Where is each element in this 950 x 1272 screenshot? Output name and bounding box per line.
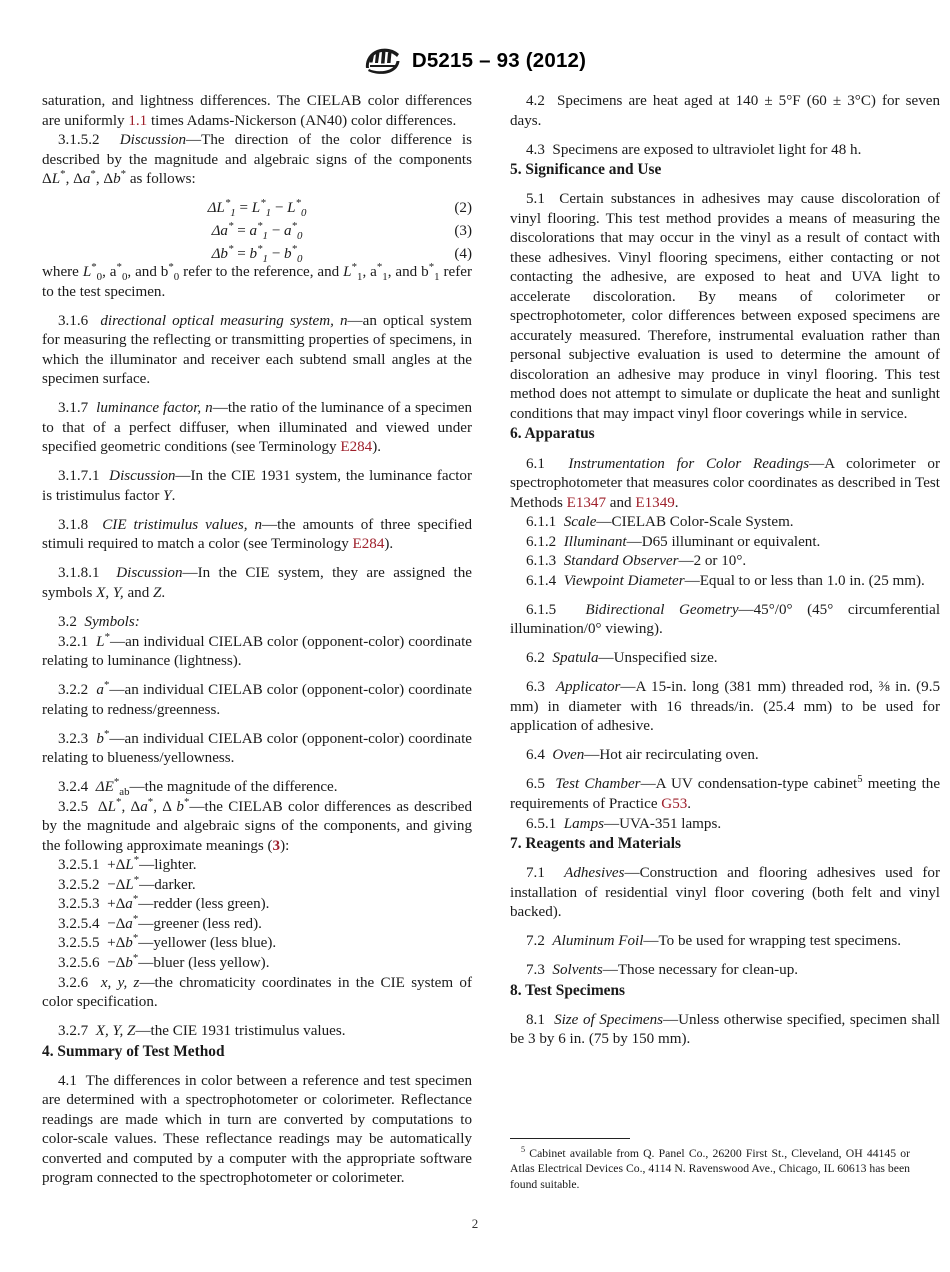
paragraph-3-2-5-5: 3.2.5.5 +Δb*—yellower (less blue).	[58, 932, 277, 952]
equation-number: (2)	[454, 199, 472, 216]
clause-term: Illuminant	[563, 533, 627, 550]
paragraph-6-1-1	[510, 513, 940, 533]
clause-text: —an individual CIELAB color (opponent-color) coordinate relating to blueness/yellowness.	[42, 730, 472, 767]
paragraph-3-1-7-1: 3.1.7.1 Discussion—In the CIE 1931 system, the luminance factor is tristimulus factor Y.	[42, 468, 472, 504]
clause-number: 4.2	[526, 93, 545, 109]
clause-text: —45°/0° (45° circumferential illumination/0° viewing).	[510, 601, 941, 638]
clause-symbol: a	[96, 682, 104, 699]
clause-number: 3.1.8	[58, 516, 89, 533]
clause-text: —2 or 10°.	[678, 553, 747, 570]
paragraph-3-2-5-6: 3.2.5.6 −Δb*—bluer (less yellow).	[58, 951, 270, 971]
clause-number: 6.3	[526, 679, 545, 696]
clause-text: .	[674, 494, 679, 511]
paragraph-3-2-2: 3.2.2 a*—an individual CIELAB color (opponent-color) coordinate relating to redness/greenness.	[42, 679, 472, 718]
reference-link-e284-2[interactable]: E284	[352, 536, 385, 553]
clause-number: 3.1.7	[58, 400, 89, 417]
equation-3: $\Delta a^* = a^*_1 - a^*_0$ (3)	[211, 219, 472, 242]
clause-symbol: +Δa	[107, 896, 133, 913]
paragraph-3-2-5-1: 3.2.5.1 +ΔL*—lighter.	[58, 854, 197, 874]
clause-number: 3.2.5.2	[58, 876, 100, 893]
clause-number: 6.2	[526, 650, 545, 667]
clause-text: —an individual CIELAB color (opponent-color) coordinate relating to redness/greenness.	[42, 682, 472, 718]
paragraph-3-2-5-4: 3.2.5.4 −Δa*—greener (less red).	[58, 912, 262, 932]
clause-text: —the magnitude of the difference.	[129, 779, 338, 796]
paragraph-7-3	[510, 961, 940, 981]
clause-symbol: b	[96, 730, 104, 747]
clause-term: Size of Specimens	[554, 1011, 664, 1028]
clause-number: 7.1	[526, 865, 545, 882]
footnote-divider	[510, 1138, 630, 1139]
citation-link-3[interactable]: 3	[272, 837, 281, 854]
clause-term: Oven	[552, 747, 585, 764]
paragraph-3-1-7	[42, 399, 472, 458]
paragraph-3-1-8-1: 3.1.8.1 Discussion—In the CIE system, they are assigned the symbols X, Y, and Z.	[42, 565, 472, 601]
clause-number: 6.1.3	[526, 553, 557, 570]
clause-number: 3.2.5.4	[58, 915, 100, 932]
paragraph-3-1-8	[42, 516, 472, 555]
reference-link-e1349[interactable]: E1349	[635, 494, 675, 511]
clause-symbol: −Δa	[107, 915, 133, 932]
footnote-marker[interactable]: 5	[857, 774, 863, 786]
paragraph-3-2-5-3: 3.2.5.3 +Δa*—redder (less green).	[58, 893, 270, 913]
clause-text: .	[687, 795, 692, 812]
right-column	[510, 92, 940, 1189]
clause-number: 6.1.5	[526, 601, 557, 618]
paragraph-3-2-4: 3.2.4 $\Delta E^*_{ab}—the$ magnitude of the difference.	[58, 776, 338, 799]
clause-number: 5.1	[526, 191, 545, 208]
page-number: 2	[471, 1216, 479, 1231]
clause-term: Standard Observer	[563, 553, 679, 570]
clause-term: Discussion	[116, 565, 183, 582]
clause-symbol: −Δb	[107, 955, 133, 971]
reference-link-e1347[interactable]: E1347	[566, 494, 607, 511]
clause-number: 6.1	[526, 455, 545, 472]
clause-term: luminance factor, n	[96, 400, 213, 417]
clause-text: —the chromaticity coordinates in the CIE system of color specification.	[42, 974, 473, 1011]
clause-term: directional optical measuring system, n	[100, 312, 348, 329]
clause-text: —bluer (less yellow).	[138, 955, 270, 971]
footnote-text	[510, 1146, 910, 1192]
paragraph-6-2	[510, 649, 940, 669]
clause-text: —Equal to or less than 1.0 in. (25 mm).	[684, 572, 925, 589]
clause-text: —Unspecified size.	[598, 650, 718, 667]
paragraph-7-2	[510, 932, 940, 952]
clause-term: Lamps	[563, 815, 604, 832]
equation-where-clause: where $L^*_0$, $a^*_0$, and $b^*_0$ refer to the reference, and $L^*_1$, $a^*_1$, and $b^*_1$ refer to the test specimen.	[42, 261, 472, 300]
clause-number: 3.1.5.2	[58, 132, 100, 149]
clause-symbol: X, Y, Z	[95, 1023, 136, 1040]
paragraph-6-1-3	[510, 552, 940, 572]
clause-number: 3.2.5.5	[58, 935, 100, 952]
clause-term: Applicator	[555, 679, 621, 696]
clause-symbol: −ΔL	[107, 876, 134, 893]
clause-text: —Hot air recirculating oven.	[584, 747, 759, 764]
clause-number: 3.2.4	[58, 779, 89, 796]
clause-number: 6.1.4	[526, 572, 557, 589]
clause-number: 3.2.5	[58, 798, 89, 815]
paragraph-3-2-6	[42, 974, 472, 1013]
paragraph-4-2	[510, 92, 940, 131]
clause-term: Viewpoint Diameter	[563, 572, 685, 589]
paragraph-3-2-5-2: 3.2.5.2 −ΔL*—darker.	[58, 873, 196, 893]
clause-term: Discussion	[109, 468, 176, 485]
clause-text: —greener (less red).	[138, 915, 262, 932]
clause-number: 3.1.6	[58, 312, 89, 329]
paragraph-continued	[42, 92, 472, 131]
clause-number: 3.2.5.3	[58, 896, 100, 913]
clause-term: CIE tristimulus values, n	[102, 516, 263, 533]
clause-number: 6.1.1	[526, 514, 557, 531]
clause-term: Instrumentation for Color Readings	[568, 455, 810, 472]
reference-link-e284[interactable]: E284	[340, 439, 373, 456]
clause-text: —the ratio of the luminance of a specimen to that of a perfect diffuser, when illuminated and viewed under specified geometric conditions (see Terminology	[42, 400, 473, 456]
paragraph-5-1	[510, 190, 940, 424]
clause-symbol: L	[96, 633, 105, 650]
clause-text: —darker.	[139, 876, 196, 893]
clause-number: 3.1.7.1	[58, 468, 100, 485]
astm-logo-icon	[364, 46, 402, 76]
clause-text: —the amounts of three specified stimuli required to match a color (see Terminology	[42, 516, 472, 553]
paragraph-3-2-5: 3.2.5 ΔL*, Δa*, Δ b*—the CIELAB color differences as described by the magnitude and algebraic signs of the components, and giving the following approximate meanings (3):	[42, 795, 472, 854]
paragraph-4-3	[510, 141, 940, 161]
paragraph-3-2-7	[42, 1022, 472, 1042]
clause-text: —D65 illuminant or equivalent.	[626, 533, 821, 550]
paragraph-3-2-3: 3.2.3 b*—an individual CIELAB color (opponent-color) coordinate relating to blueness/yellowness.	[42, 727, 472, 767]
clause-symbol: +Δb	[107, 935, 133, 952]
clause-text: —UVA-351 lamps.	[604, 815, 722, 832]
section-heading-5: 5. Significance and Use	[510, 161, 662, 179]
paragraph-3-1-5-2: 3.1.5.2 Discussion—The direction of the color difference is described by the magnitude and algebraic signs of the components ΔL*, Δa*, Δb* as follows:	[42, 132, 472, 188]
clause-number: 6.1.2	[526, 533, 557, 550]
equation-4: $\Delta b^* = b^*_1 - b^*_0$ (4)	[211, 242, 472, 265]
clause-text: ).	[372, 439, 382, 456]
clause-text: —lighter.	[139, 857, 197, 874]
clause-number: 6.4	[526, 747, 545, 764]
clause-number: 3.2.3	[58, 730, 89, 747]
paragraph-8-1	[510, 1011, 940, 1050]
clause-number: 3.2.1	[58, 633, 89, 650]
clause-text: —A 15-in. long (381 mm) threaded rod, ⅜ in. (9.5 mm) in diameter with 16 threads/in. (25.4 mm) to be used for application of adhesive.	[510, 679, 941, 735]
clause-number: 7.2	[526, 933, 545, 950]
clause-term: Test Chamber	[555, 776, 641, 793]
clause-text: —Those necessary for clean-up.	[602, 962, 799, 979]
left-column	[42, 92, 472, 1189]
clause-term: Solvents	[552, 962, 603, 979]
equation-2: $\Delta L^*_1 = L^*_1 - L^*_0$ (2)	[207, 196, 472, 219]
clause-text: —yellower (less blue).	[138, 935, 277, 952]
clause-text: —Construction and flooring adhesives used for installation of residential vinyl floor covering (both felt and vinyl backed).	[510, 865, 940, 921]
clause-number: 7.3	[526, 962, 545, 979]
equation-number: (4)	[454, 245, 472, 262]
clause-number: 3.2.5.1	[58, 857, 100, 874]
section-heading-6: 6. Apparatus	[510, 425, 595, 443]
section-heading-8: 8. Test Specimens	[510, 981, 626, 999]
paragraph-6-5-1	[510, 815, 940, 835]
paragraph-6-3	[510, 678, 940, 737]
paragraph-6-1-2	[510, 533, 940, 553]
paragraph-4-1	[42, 1072, 472, 1189]
clause-text: —Unless otherwise specified, specimen shall be 3 by 6 in. (75 by 150 mm).	[510, 1011, 941, 1048]
clause-text: Certain substances in adhesives may cause discoloration of vinyl flooring. This test method provides a means of measuring the discolorations that may occur in the vinyl as a result of contact with these adhesives. Vinyl flooring specimens, either contacting or not contacting the adhesive, are exposed to heat and UVA light to accelerate discoloration. By means of colorimeter or spectrophotometer, color differences between exposed specimens are accurately measured. Therefore, instrumental evaluation rather than personal subjective evaluation is used to determine the amount of discoloration an adhesive may produce in vinyl flooring. This test method does not attempt to simulate or duplicate the heat and sunlight conditions that may impact vinyl floor coverings while in service.	[510, 191, 941, 422]
clause-text: and	[606, 494, 636, 511]
footnote-body: Cabinet available from Q. Panel Co., 26200 First St., Cleveland, OH 44145 or Atlas Electrical Devices Co., 4114 N. Ravenswood Ave., Chicago, IL 60613 has been found suitable.	[510, 1147, 911, 1191]
clause-number: 6.5.1	[526, 815, 557, 832]
paragraph-6-5	[510, 775, 940, 814]
page-header	[0, 0, 950, 84]
paragraph-3-1-6	[42, 312, 472, 390]
clause-term: Adhesives	[564, 865, 625, 882]
clause-symbol: x, y, z	[100, 974, 140, 991]
clause-number: 3.2.5.6	[58, 955, 100, 971]
text-run: times Adams-Nickerson (AN40) color differences.	[147, 112, 457, 129]
clause-text: —CIELAB Color-Scale System.	[596, 514, 794, 531]
clause-text: —the CIELAB color differences as described by the magnitude and algebraic signs of the components, and giving the following approximate meanings (	[42, 798, 472, 854]
clause-number: 8.1	[526, 1011, 545, 1028]
paragraph-7-1	[510, 864, 940, 923]
clause-text: meeting the requirements of Practice	[510, 776, 941, 812]
clause-number: 4.3	[526, 141, 545, 158]
text-run: saturation, and lightness differences. The CIELAB color differences are uniformly	[42, 93, 472, 129]
clause-term: Symbols:	[84, 614, 140, 630]
paragraph-6-1	[510, 455, 940, 514]
clause-term: Discussion	[119, 132, 187, 149]
clause-text: —To be used for wrapping test specimens.	[643, 933, 901, 950]
clause-text: —A colorimeter or spectrophotometer that measures color coordinates as described in Test Methods	[510, 455, 940, 511]
paragraph-6-4	[510, 746, 940, 766]
clause-number: 6.5	[526, 776, 545, 793]
clause-text: —A UV condensation-type cabinet	[640, 776, 858, 793]
clause-term: Bidirectional Geometry	[585, 601, 739, 618]
clause-text: —an individual CIELAB color (opponent-color) coordinate relating to luminance (lightness).	[42, 633, 472, 670]
clause-number: 3.2.6	[58, 974, 89, 991]
section-heading-7: 7. Reagents and Materials	[510, 835, 681, 853]
clause-text: Specimens are exposed to ultraviolet light for 48 h.	[552, 141, 862, 158]
clause-text: ).	[384, 536, 394, 553]
clause-term: Aluminum Foil	[552, 933, 644, 950]
section-heading-4: 4. Summary of Test Method	[42, 1042, 225, 1060]
clause-text: The differences in color between a reference and test specimen are determined with a spectrophotometer or colorimeter. Reflectance readings are made which in turn are converted by computations to color-scale values. These reflectance readings may be automatically converted and computed by a computer with the appropriate software program connected to the spectrophotometer or colorimeter.	[42, 1072, 472, 1187]
footnote-number: 5	[521, 1145, 526, 1155]
clause-subscript: ab	[119, 786, 130, 799]
clause-text: —an optical system for measuring the reflecting or transmitting properties of specimens, in which the illuminator and receiver each subtend small angles at the specimen surface.	[42, 312, 473, 388]
document-designation: D5215 – 93 (2012)	[411, 49, 587, 72]
clause-term: Scale	[563, 514, 597, 531]
paragraph-6-1-4	[510, 572, 940, 592]
clause-number: 4.1	[58, 1072, 77, 1089]
clause-text: —the CIE 1931 tristimulus values.	[135, 1023, 346, 1040]
equation-number: (3)	[454, 222, 472, 239]
clause-number: 3.2.7	[58, 1023, 89, 1040]
two-column-layout	[0, 92, 950, 1189]
paragraph-6-1-5	[510, 601, 940, 640]
clause-symbol: +ΔL	[107, 857, 134, 874]
reference-link-1-1[interactable]: 1.1	[128, 112, 148, 129]
clause-number: 3.2	[58, 614, 77, 630]
clause-number: 3.2.2	[58, 682, 89, 699]
reference-link-g53[interactable]: G53	[661, 795, 688, 812]
equation-block	[42, 197, 472, 266]
clause-number: 3.1.8.1	[58, 565, 100, 582]
clause-text: —redder (less green).	[138, 896, 270, 913]
clause-text: Specimens are heat aged at 140 ± 5°F (60 ± 3°C) for seven days.	[510, 93, 941, 129]
footnote-block	[510, 1138, 910, 1192]
clause-text: ):	[280, 837, 290, 854]
paragraph-3-2-1: 3.2.1 L*—an individual CIELAB color (opponent-color) coordinate relating to luminance (lightness).	[42, 630, 472, 670]
clause-term: Spatula	[552, 650, 599, 667]
